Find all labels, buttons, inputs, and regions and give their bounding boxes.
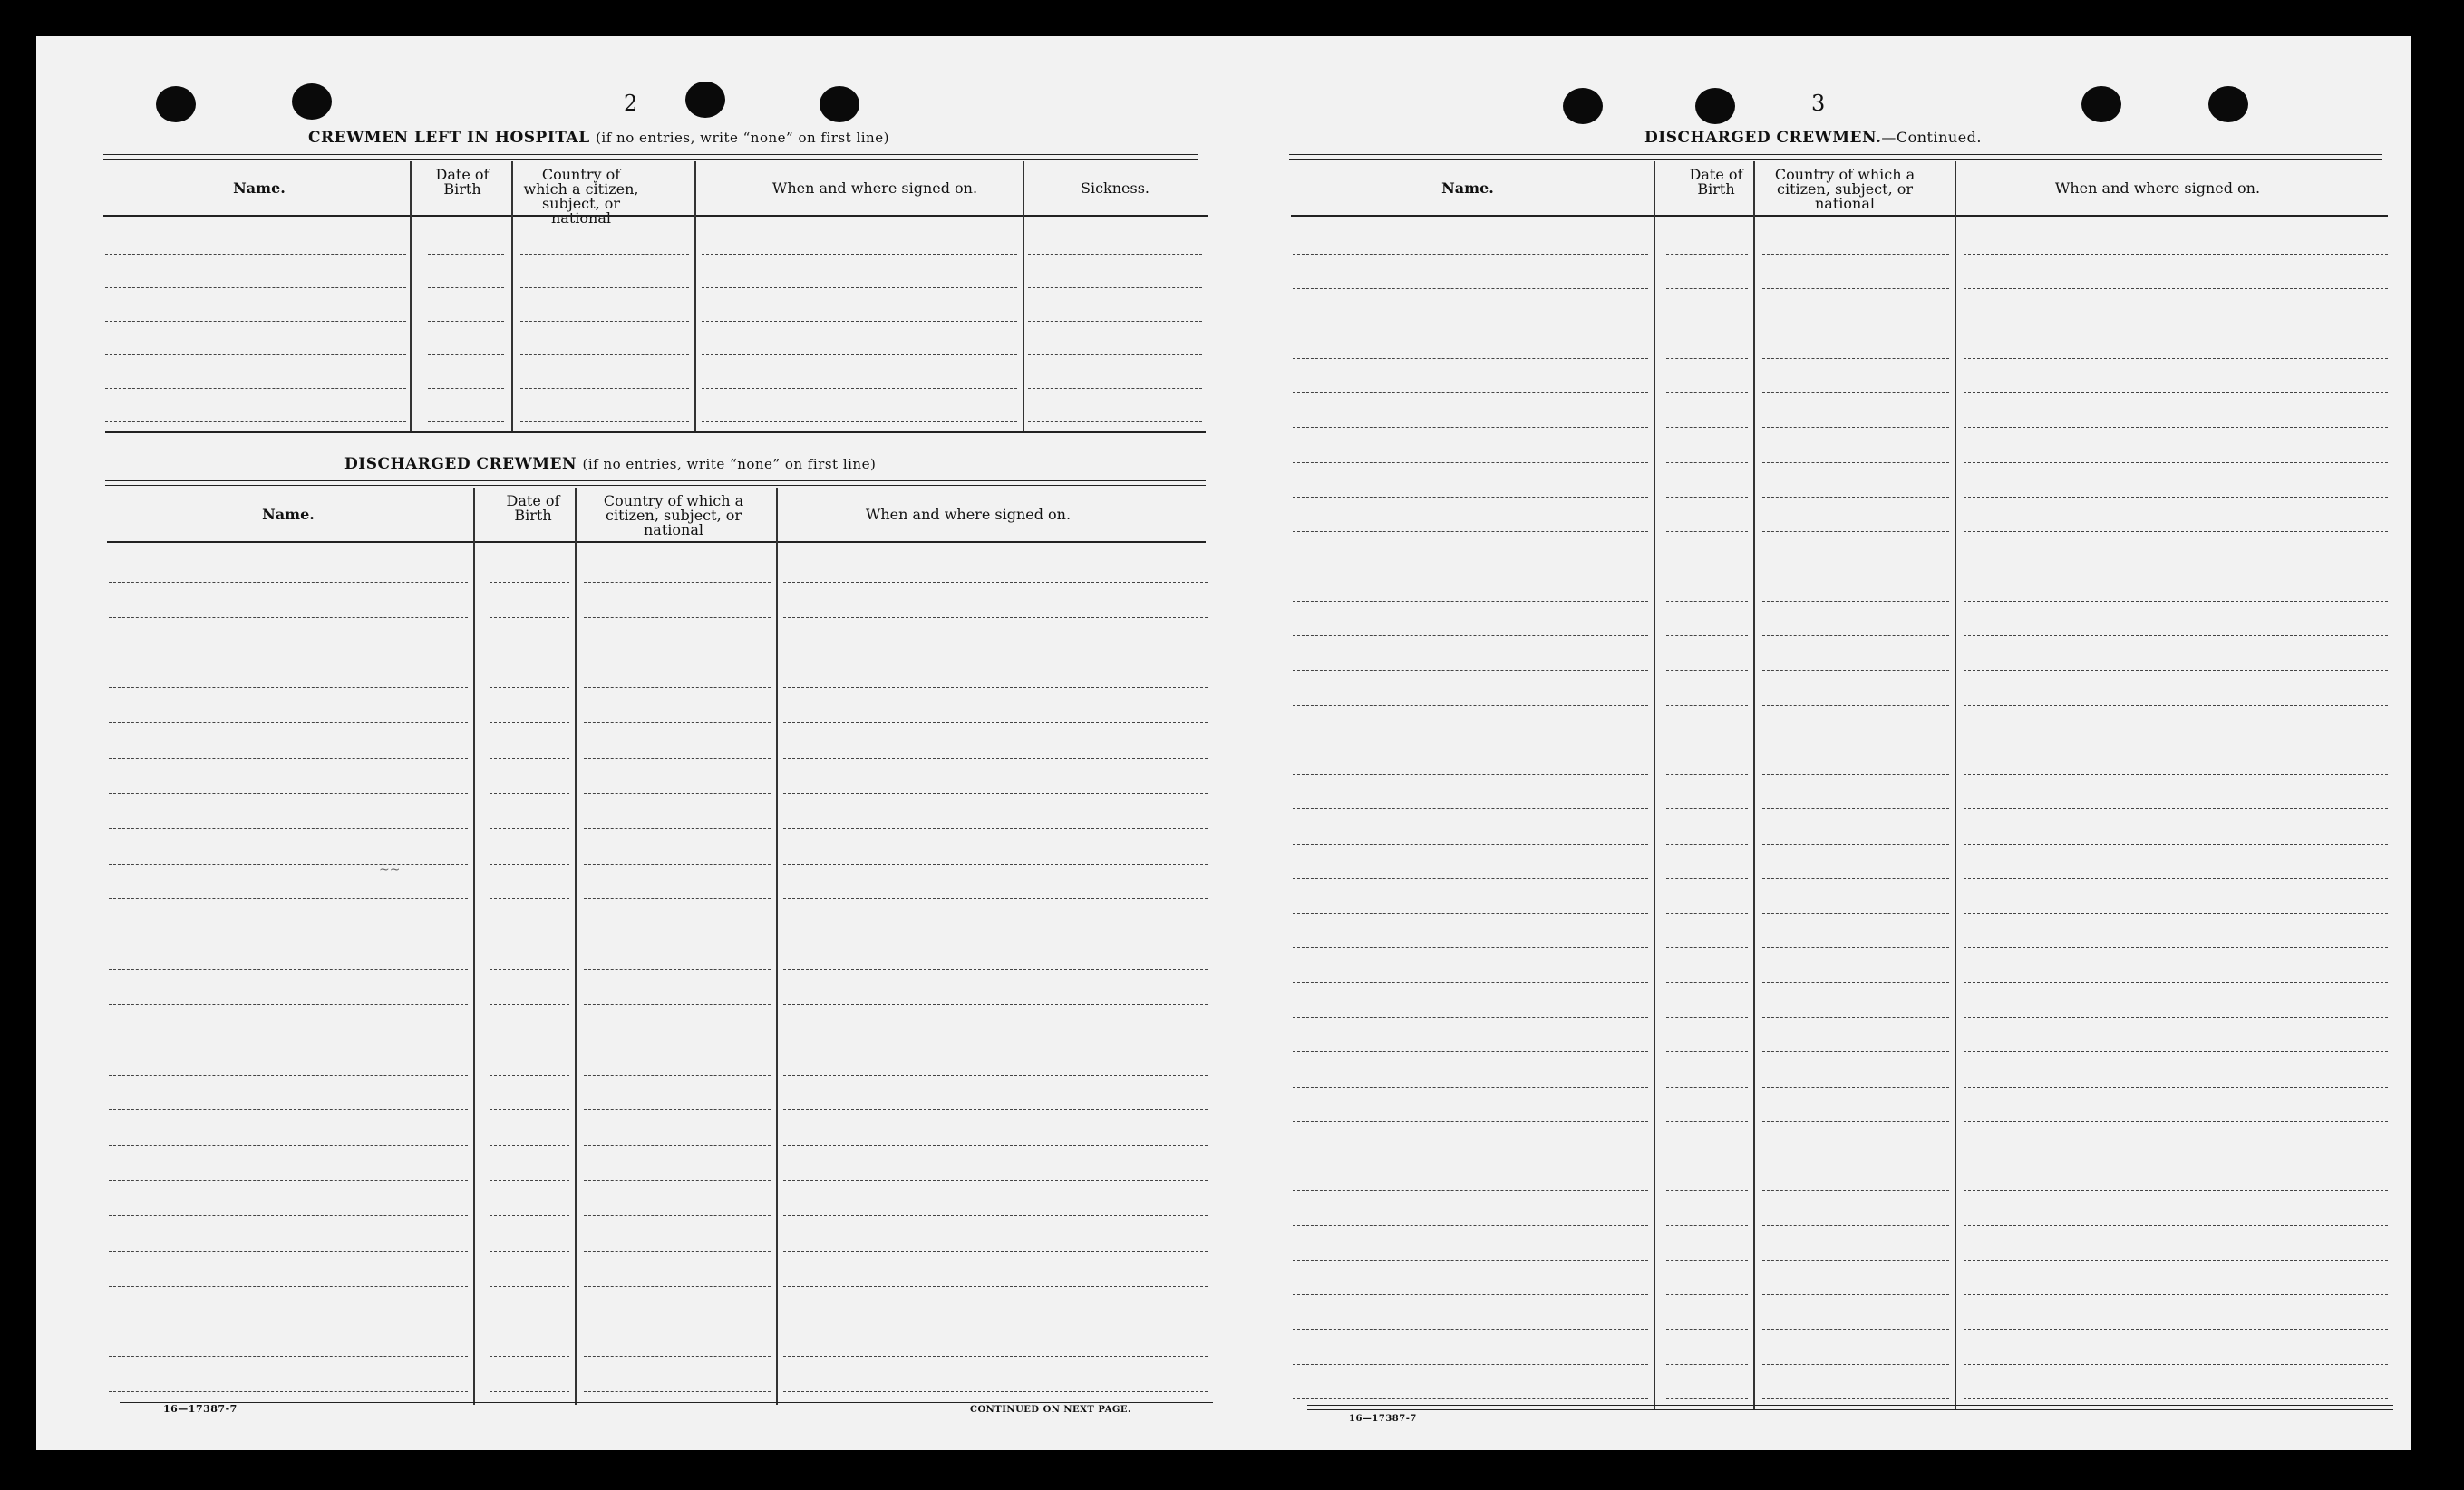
- hospital-bottom-rule: [105, 431, 1206, 433]
- handwritten-scribble: ~~: [379, 863, 401, 877]
- hospital-header-dob: Date of Birth: [435, 166, 490, 198]
- entry-line: [1028, 321, 1202, 322]
- hospital-divider: [1023, 161, 1024, 431]
- entry-line: [1293, 288, 1648, 289]
- entry-line: [1293, 601, 1648, 602]
- discharged-header-country: Country of which a citizen, subject, or national: [603, 492, 744, 538]
- entry-line: [1666, 947, 1748, 948]
- entry-line: [1762, 1260, 1949, 1261]
- entry-line: [1293, 1121, 1648, 1122]
- hospital-header-signed-on: When and where signed on.: [771, 179, 978, 197]
- entry-line: [1666, 1087, 1748, 1088]
- entry-line: [109, 828, 468, 829]
- entry-line: [1964, 705, 2388, 706]
- entry-line: [428, 388, 504, 389]
- entry-line: [1964, 635, 2388, 636]
- entry-line: [1762, 808, 1949, 809]
- entry-line: [783, 758, 1208, 759]
- entry-line: [490, 722, 569, 723]
- entry-line: [490, 1109, 569, 1110]
- entry-line: [1762, 1121, 1949, 1122]
- entry-line: [109, 898, 468, 899]
- entry-line: [702, 321, 1017, 322]
- entry-line: [584, 1075, 771, 1076]
- entry-line: [783, 1356, 1208, 1357]
- hospital-header-name: Name.: [233, 179, 286, 197]
- discharged-section-title: DISCHARGED CREWMEN (if no entries, write “none” on first line): [344, 455, 877, 473]
- entry-line: [520, 254, 689, 255]
- entry-line: [1964, 670, 2388, 671]
- entry-line: [1293, 531, 1648, 532]
- entry-line: [1293, 844, 1648, 845]
- entry-line: [1666, 1225, 1748, 1226]
- entry-line: [490, 793, 569, 794]
- hospital-divider: [511, 161, 513, 431]
- entry-line: [702, 287, 1017, 288]
- right-top-rule: [1289, 154, 2382, 160]
- entry-line: [1964, 392, 2388, 393]
- right-header-name: Name.: [1441, 179, 1494, 197]
- entry-line: [109, 1286, 468, 1287]
- entry-line: [105, 321, 406, 322]
- entry-line: [783, 1286, 1208, 1287]
- entry-line: [783, 1391, 1208, 1392]
- entry-line: [1762, 531, 1949, 532]
- entry-line: [1666, 808, 1748, 809]
- entry-line: [1666, 913, 1748, 914]
- entry-line: [1666, 1051, 1748, 1052]
- entry-line: [783, 1109, 1208, 1110]
- entry-line: [1964, 1017, 2388, 1018]
- entry-line: [1293, 1364, 1648, 1365]
- entry-line: [1666, 531, 1748, 532]
- entry-line: [702, 388, 1017, 389]
- entry-line: [109, 617, 468, 618]
- entry-line: [783, 1180, 1208, 1181]
- entry-line: [1293, 462, 1648, 463]
- punch-hole: [820, 86, 859, 122]
- entry-line: [584, 582, 771, 583]
- entry-line: [783, 1075, 1208, 1076]
- punch-hole: [292, 83, 332, 120]
- punch-hole: [1563, 88, 1603, 124]
- entry-line: [1762, 705, 1949, 706]
- entry-line: [783, 687, 1208, 688]
- entry-line: [1293, 497, 1648, 498]
- entry-line: [109, 1004, 468, 1005]
- entry-line: [1293, 1190, 1648, 1191]
- entry-line: [428, 421, 504, 422]
- entry-line: [783, 582, 1208, 583]
- entry-line: [1964, 1121, 2388, 1122]
- entry-line: [1666, 982, 1748, 983]
- entry-line: [490, 617, 569, 618]
- entry-line: [1762, 392, 1949, 393]
- entry-line: [490, 898, 569, 899]
- entry-line: [490, 828, 569, 829]
- entry-line: [428, 354, 504, 355]
- entry-line: [105, 287, 406, 288]
- right-bottom-rule: [1307, 1405, 2393, 1410]
- right-section-title: DISCHARGED CREWMEN.—Continued.: [1644, 129, 1983, 147]
- discharged-divider: [575, 488, 577, 1405]
- entry-line: [584, 1004, 771, 1005]
- entry-line: [490, 582, 569, 583]
- entry-line: [1293, 913, 1648, 914]
- entry-line: [584, 898, 771, 899]
- entry-line: [490, 1251, 569, 1252]
- discharged-bottom-rule: [120, 1398, 1213, 1403]
- entry-line: [1666, 601, 1748, 602]
- entry-line: [783, 969, 1208, 970]
- entry-line: [428, 287, 504, 288]
- entry-line: [584, 687, 771, 688]
- entry-line: [1666, 462, 1748, 463]
- discharged-header-name: Name.: [262, 506, 315, 523]
- entry-line: [1293, 1225, 1648, 1226]
- entry-line: [702, 354, 1017, 355]
- entry-line: [1964, 427, 2388, 428]
- entry-line: [1762, 635, 1949, 636]
- entry-line: [1762, 1398, 1949, 1399]
- entry-line: [109, 1180, 468, 1181]
- entry-line: [1762, 844, 1949, 845]
- punch-hole: [685, 82, 725, 118]
- entry-line: [1666, 1364, 1748, 1365]
- hospital-divider: [694, 161, 696, 431]
- entry-line: [1293, 1051, 1648, 1052]
- entry-line: [109, 1391, 468, 1392]
- entry-line: [1964, 947, 2388, 948]
- entry-line: [1964, 1329, 2388, 1330]
- entry-line: [1666, 705, 1748, 706]
- entry-line: [1293, 254, 1648, 255]
- entry-line: [109, 969, 468, 970]
- entry-line: [1293, 1087, 1648, 1088]
- entry-line: [1762, 497, 1949, 498]
- entry-line: [1666, 1329, 1748, 1330]
- entry-line: [109, 722, 468, 723]
- entry-line: [1666, 1017, 1748, 1018]
- entry-line: [490, 758, 569, 759]
- entry-line: [1666, 288, 1748, 289]
- entry-line: [584, 758, 771, 759]
- entry-line: [1293, 774, 1648, 775]
- right-divider: [1654, 161, 1655, 1410]
- entry-line: [109, 1075, 468, 1076]
- entry-line: [105, 254, 406, 255]
- entry-line: [584, 1109, 771, 1110]
- entry-line: [1666, 1190, 1748, 1191]
- entry-line: [105, 421, 406, 422]
- entry-line: [584, 864, 771, 865]
- entry-line: [584, 1145, 771, 1146]
- entry-line: [109, 1215, 468, 1216]
- right-page-number: 3: [1811, 91, 1826, 116]
- entry-line: [1666, 427, 1748, 428]
- entry-line: [520, 321, 689, 322]
- entry-line: [1293, 878, 1648, 879]
- entry-line: [520, 287, 689, 288]
- entry-line: [1028, 388, 1202, 389]
- entry-line: [1666, 254, 1748, 255]
- entry-line: [1964, 531, 2388, 532]
- entry-line: [1762, 947, 1949, 948]
- entry-line: [1964, 1260, 2388, 1261]
- entry-line: [1964, 1051, 2388, 1052]
- entry-line: [1964, 808, 2388, 809]
- entry-line: [1666, 844, 1748, 845]
- entry-line: [584, 828, 771, 829]
- entry-line: [783, 1145, 1208, 1146]
- entry-line: [584, 1180, 771, 1181]
- entry-line: [109, 1145, 468, 1146]
- entry-line: [109, 687, 468, 688]
- entry-line: [1964, 913, 2388, 914]
- right-divider: [1753, 161, 1755, 1410]
- continued-note: CONTINUED ON NEXT PAGE.: [970, 1405, 1132, 1415]
- entry-line: [1666, 774, 1748, 775]
- entry-line: [1964, 774, 2388, 775]
- entry-line: [584, 722, 771, 723]
- entry-line: [1964, 1398, 2388, 1399]
- entry-line: [1964, 982, 2388, 983]
- entry-line: [1028, 254, 1202, 255]
- entry-line: [783, 828, 1208, 829]
- entry-line: [584, 1391, 771, 1392]
- entry-line: [428, 254, 504, 255]
- entry-line: [1666, 635, 1748, 636]
- entry-line: [783, 793, 1208, 794]
- entry-line: [490, 1215, 569, 1216]
- entry-line: [702, 254, 1017, 255]
- entry-line: [584, 617, 771, 618]
- entry-line: [1666, 497, 1748, 498]
- entry-line: [584, 1215, 771, 1216]
- discharged-divider: [473, 488, 475, 1405]
- punch-hole: [156, 86, 196, 122]
- entry-line: [1028, 421, 1202, 422]
- entry-line: [1964, 288, 2388, 289]
- entry-line: [1762, 254, 1949, 255]
- entry-line: [1964, 254, 2388, 255]
- entry-line: [520, 388, 689, 389]
- entry-line: [490, 969, 569, 970]
- right-divider: [1955, 161, 1956, 1410]
- entry-line: [1762, 288, 1949, 289]
- entry-line: [783, 1215, 1208, 1216]
- left-form-number: 16—17387-7: [163, 1403, 238, 1415]
- entry-line: [520, 354, 689, 355]
- entry-line: [109, 1356, 468, 1357]
- entry-line: [490, 1145, 569, 1146]
- entry-line: [428, 321, 504, 322]
- entry-line: [1964, 1364, 2388, 1365]
- entry-line: [1293, 705, 1648, 706]
- entry-line: [702, 421, 1017, 422]
- entry-line: [1762, 1051, 1949, 1052]
- entry-line: [1762, 1017, 1949, 1018]
- punch-hole: [1695, 88, 1735, 124]
- entry-line: [1964, 358, 2388, 359]
- entry-line: [1762, 427, 1949, 428]
- entry-line: [1666, 878, 1748, 879]
- entry-line: [109, 582, 468, 583]
- entry-line: [1762, 358, 1949, 359]
- hospital-divider: [410, 161, 412, 431]
- entry-line: [1964, 462, 2388, 463]
- right-header-signed-on: When and where signed on.: [2054, 179, 2261, 197]
- entry-line: [1293, 947, 1648, 948]
- entry-line: [1762, 601, 1949, 602]
- right-header-dob: Date of Birth: [1689, 166, 1743, 198]
- entry-line: [584, 1251, 771, 1252]
- entry-line: [1964, 1294, 2388, 1295]
- hospital-top-rule: [103, 154, 1198, 160]
- entry-line: [1762, 774, 1949, 775]
- entry-line: [490, 864, 569, 865]
- entry-line: [490, 1180, 569, 1181]
- discharged-header-dob: Date of Birth: [506, 492, 560, 524]
- entry-line: [1762, 1087, 1949, 1088]
- entry-line: [520, 421, 689, 422]
- entry-line: [584, 793, 771, 794]
- document-sheet: [36, 36, 2411, 1450]
- entry-line: [490, 687, 569, 688]
- entry-line: [1762, 878, 1949, 879]
- entry-line: [584, 1356, 771, 1357]
- entry-line: [1964, 1190, 2388, 1191]
- entry-line: [105, 388, 406, 389]
- entry-line: [1293, 358, 1648, 359]
- entry-line: [109, 793, 468, 794]
- entry-line: [490, 1356, 569, 1357]
- entry-line: [783, 1004, 1208, 1005]
- entry-line: [783, 1251, 1208, 1252]
- entry-line: [1293, 808, 1648, 809]
- entry-line: [109, 758, 468, 759]
- entry-line: [783, 722, 1208, 723]
- entry-line: [1964, 878, 2388, 879]
- entry-line: [1028, 354, 1202, 355]
- entry-line: [1293, 670, 1648, 671]
- entry-line: [1293, 427, 1648, 428]
- right-header-country: Country of which a citizen, subject, or national: [1774, 166, 1916, 212]
- hospital-section-title: CREWMEN LEFT IN HOSPITAL (if no entries, write “none” on first line): [308, 129, 889, 147]
- entry-line: [783, 617, 1208, 618]
- entry-line: [584, 1286, 771, 1287]
- entry-line: [1666, 1294, 1748, 1295]
- hospital-header-sickness: Sickness.: [1080, 179, 1150, 197]
- entry-line: [490, 1286, 569, 1287]
- entry-line: [1293, 1294, 1648, 1295]
- entry-line: [1293, 635, 1648, 636]
- entry-line: [1762, 982, 1949, 983]
- entry-line: [1762, 1190, 1949, 1191]
- entry-line: [1293, 1260, 1648, 1261]
- entry-line: [1666, 1398, 1748, 1399]
- entry-line: [490, 1391, 569, 1392]
- entry-line: [1666, 670, 1748, 671]
- punch-hole: [2208, 86, 2248, 122]
- entry-line: [1666, 1121, 1748, 1122]
- discharged-header-signed-on: When and where signed on.: [865, 506, 1072, 523]
- entry-line: [1964, 1225, 2388, 1226]
- entry-line: [1293, 1398, 1648, 1399]
- discharged-top-rule: [105, 480, 1206, 486]
- entry-line: [1293, 392, 1648, 393]
- entry-line: [1964, 601, 2388, 602]
- left-page-number: 2: [624, 91, 638, 116]
- entry-line: [1666, 358, 1748, 359]
- entry-line: [1762, 1364, 1949, 1365]
- entry-line: [1762, 1294, 1949, 1295]
- entry-line: [1293, 982, 1648, 983]
- hospital-header-rule: [103, 215, 1208, 217]
- entry-line: [783, 864, 1208, 865]
- entry-line: [1293, 1017, 1648, 1018]
- entry-line: [1293, 1329, 1648, 1330]
- entry-line: [1762, 670, 1949, 671]
- hospital-header-country: Country of which a citizen, subject, or national: [523, 166, 639, 227]
- punch-hole: [2081, 86, 2121, 122]
- entry-line: [1964, 1087, 2388, 1088]
- entry-line: [1028, 287, 1202, 288]
- entry-line: [109, 864, 468, 865]
- entry-line: [1762, 1225, 1949, 1226]
- entry-line: [1762, 913, 1949, 914]
- entry-line: [490, 1004, 569, 1005]
- right-header-rule: [1291, 215, 2388, 217]
- entry-line: [1666, 392, 1748, 393]
- discharged-divider: [776, 488, 778, 1405]
- entry-line: [109, 1251, 468, 1252]
- right-form-number: 16—17387-7: [1349, 1414, 1417, 1424]
- entry-line: [1964, 497, 2388, 498]
- entry-line: [1666, 1260, 1748, 1261]
- entry-line: [1762, 462, 1949, 463]
- discharged-header-rule: [107, 541, 1206, 543]
- entry-line: [109, 1109, 468, 1110]
- entry-line: [490, 1075, 569, 1076]
- entry-line: [584, 969, 771, 970]
- entry-line: [105, 354, 406, 355]
- entry-line: [783, 898, 1208, 899]
- entry-line: [1964, 844, 2388, 845]
- entry-line: [1762, 1329, 1949, 1330]
